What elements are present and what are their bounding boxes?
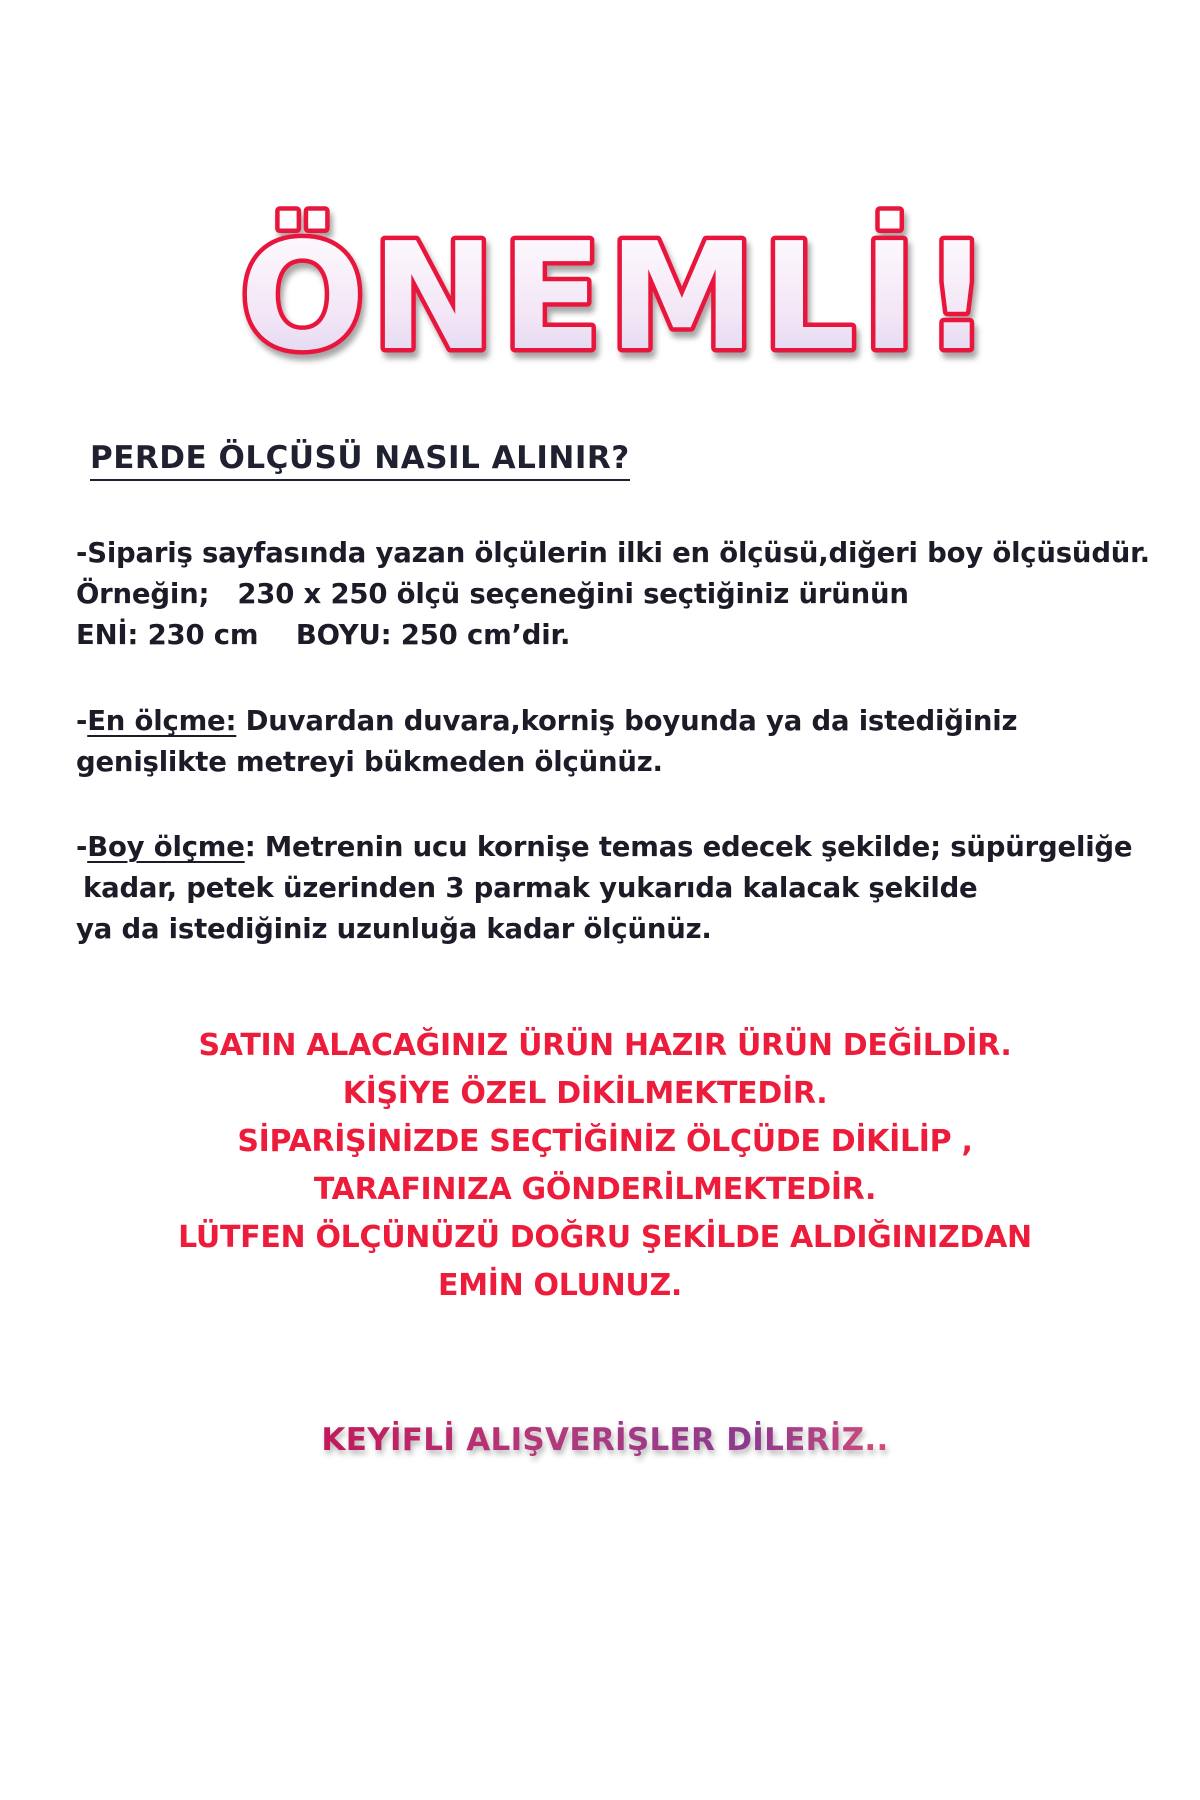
title-banner (0, 205, 1200, 375)
width-dash: - (76, 705, 88, 737)
intro-line-1: -Sipariş sayfasında yazan ölçülerin ilki en ölçüsü,diğeri boy ölçüsüdür. (76, 537, 1150, 569)
notice-line-2: KİŞİYE ÖZEL DİKİLMEKTEDİR. (342, 1076, 828, 1111)
notice-line-1: SATIN ALACAĞINIZ ÜRÜN HAZIR ÜRÜN DEĞİLDİR. (198, 1028, 1012, 1063)
width-measure-text: Duvardan duvara,korniş boyunda ya da istediğiniz (236, 705, 1018, 737)
notice-line-4: TARAFINIZA GÖNDERİLMEKTEDİR. (313, 1172, 877, 1207)
height-measure-line-3: ya da istediğiniz uzunluğa kadar ölçünüz. (76, 913, 712, 945)
intro-line-3: ENİ: 230 cm BOYU: 250 cm’dir. (76, 619, 571, 651)
notice-line-6: EMİN OLUNUZ. (438, 1268, 682, 1303)
warning-notice (0, 1022, 1200, 1310)
notice-line-5: LÜTFEN ÖLÇÜNÜZÜ DOĞRU ŞEKİLDE ALDIĞINIZDAN (178, 1220, 1032, 1255)
height-measure-line-2: kadar, petek üzerinden 3 parmak yukarıda kalacak şekilde (83, 872, 978, 904)
closing-message (0, 1418, 1200, 1462)
notice-line-3: SİPARİŞİNİZDE SEÇTİĞİNİZ ÖLÇÜDE DİKİLİP , (237, 1124, 973, 1159)
height-measure-text: : Metrenin ucu kornişe temas edecek şekilde; süpürgeliğe (244, 831, 1133, 863)
width-measure-paragraph (76, 701, 1176, 783)
width-measure-line-1 (76, 701, 1176, 742)
width-measure-line-2: genişlikte metreyi bükmeden ölçünüz. (76, 746, 663, 778)
height-measure-paragraph (76, 827, 1176, 950)
page-title: ÖNEMLİ! (239, 211, 997, 375)
intro-paragraph (76, 533, 1176, 656)
title-graphic (0, 205, 1200, 375)
intro-line-2: Örneğin; 230 x 250 ölçü seçeneğini seçtiğiniz ürünün (76, 578, 909, 610)
height-measure-label: Boy ölçme (87, 831, 245, 863)
width-measure-label: En ölçme: (87, 705, 237, 737)
closing-message-text: KEYİFLİ ALIŞVERİŞLER DİLERİZ.. (321, 1418, 888, 1462)
section-heading: PERDE ÖLÇÜSÜ NASIL ALINIR? (90, 438, 630, 481)
height-measure-line-1 (76, 827, 1176, 868)
height-dash: - (76, 831, 88, 863)
